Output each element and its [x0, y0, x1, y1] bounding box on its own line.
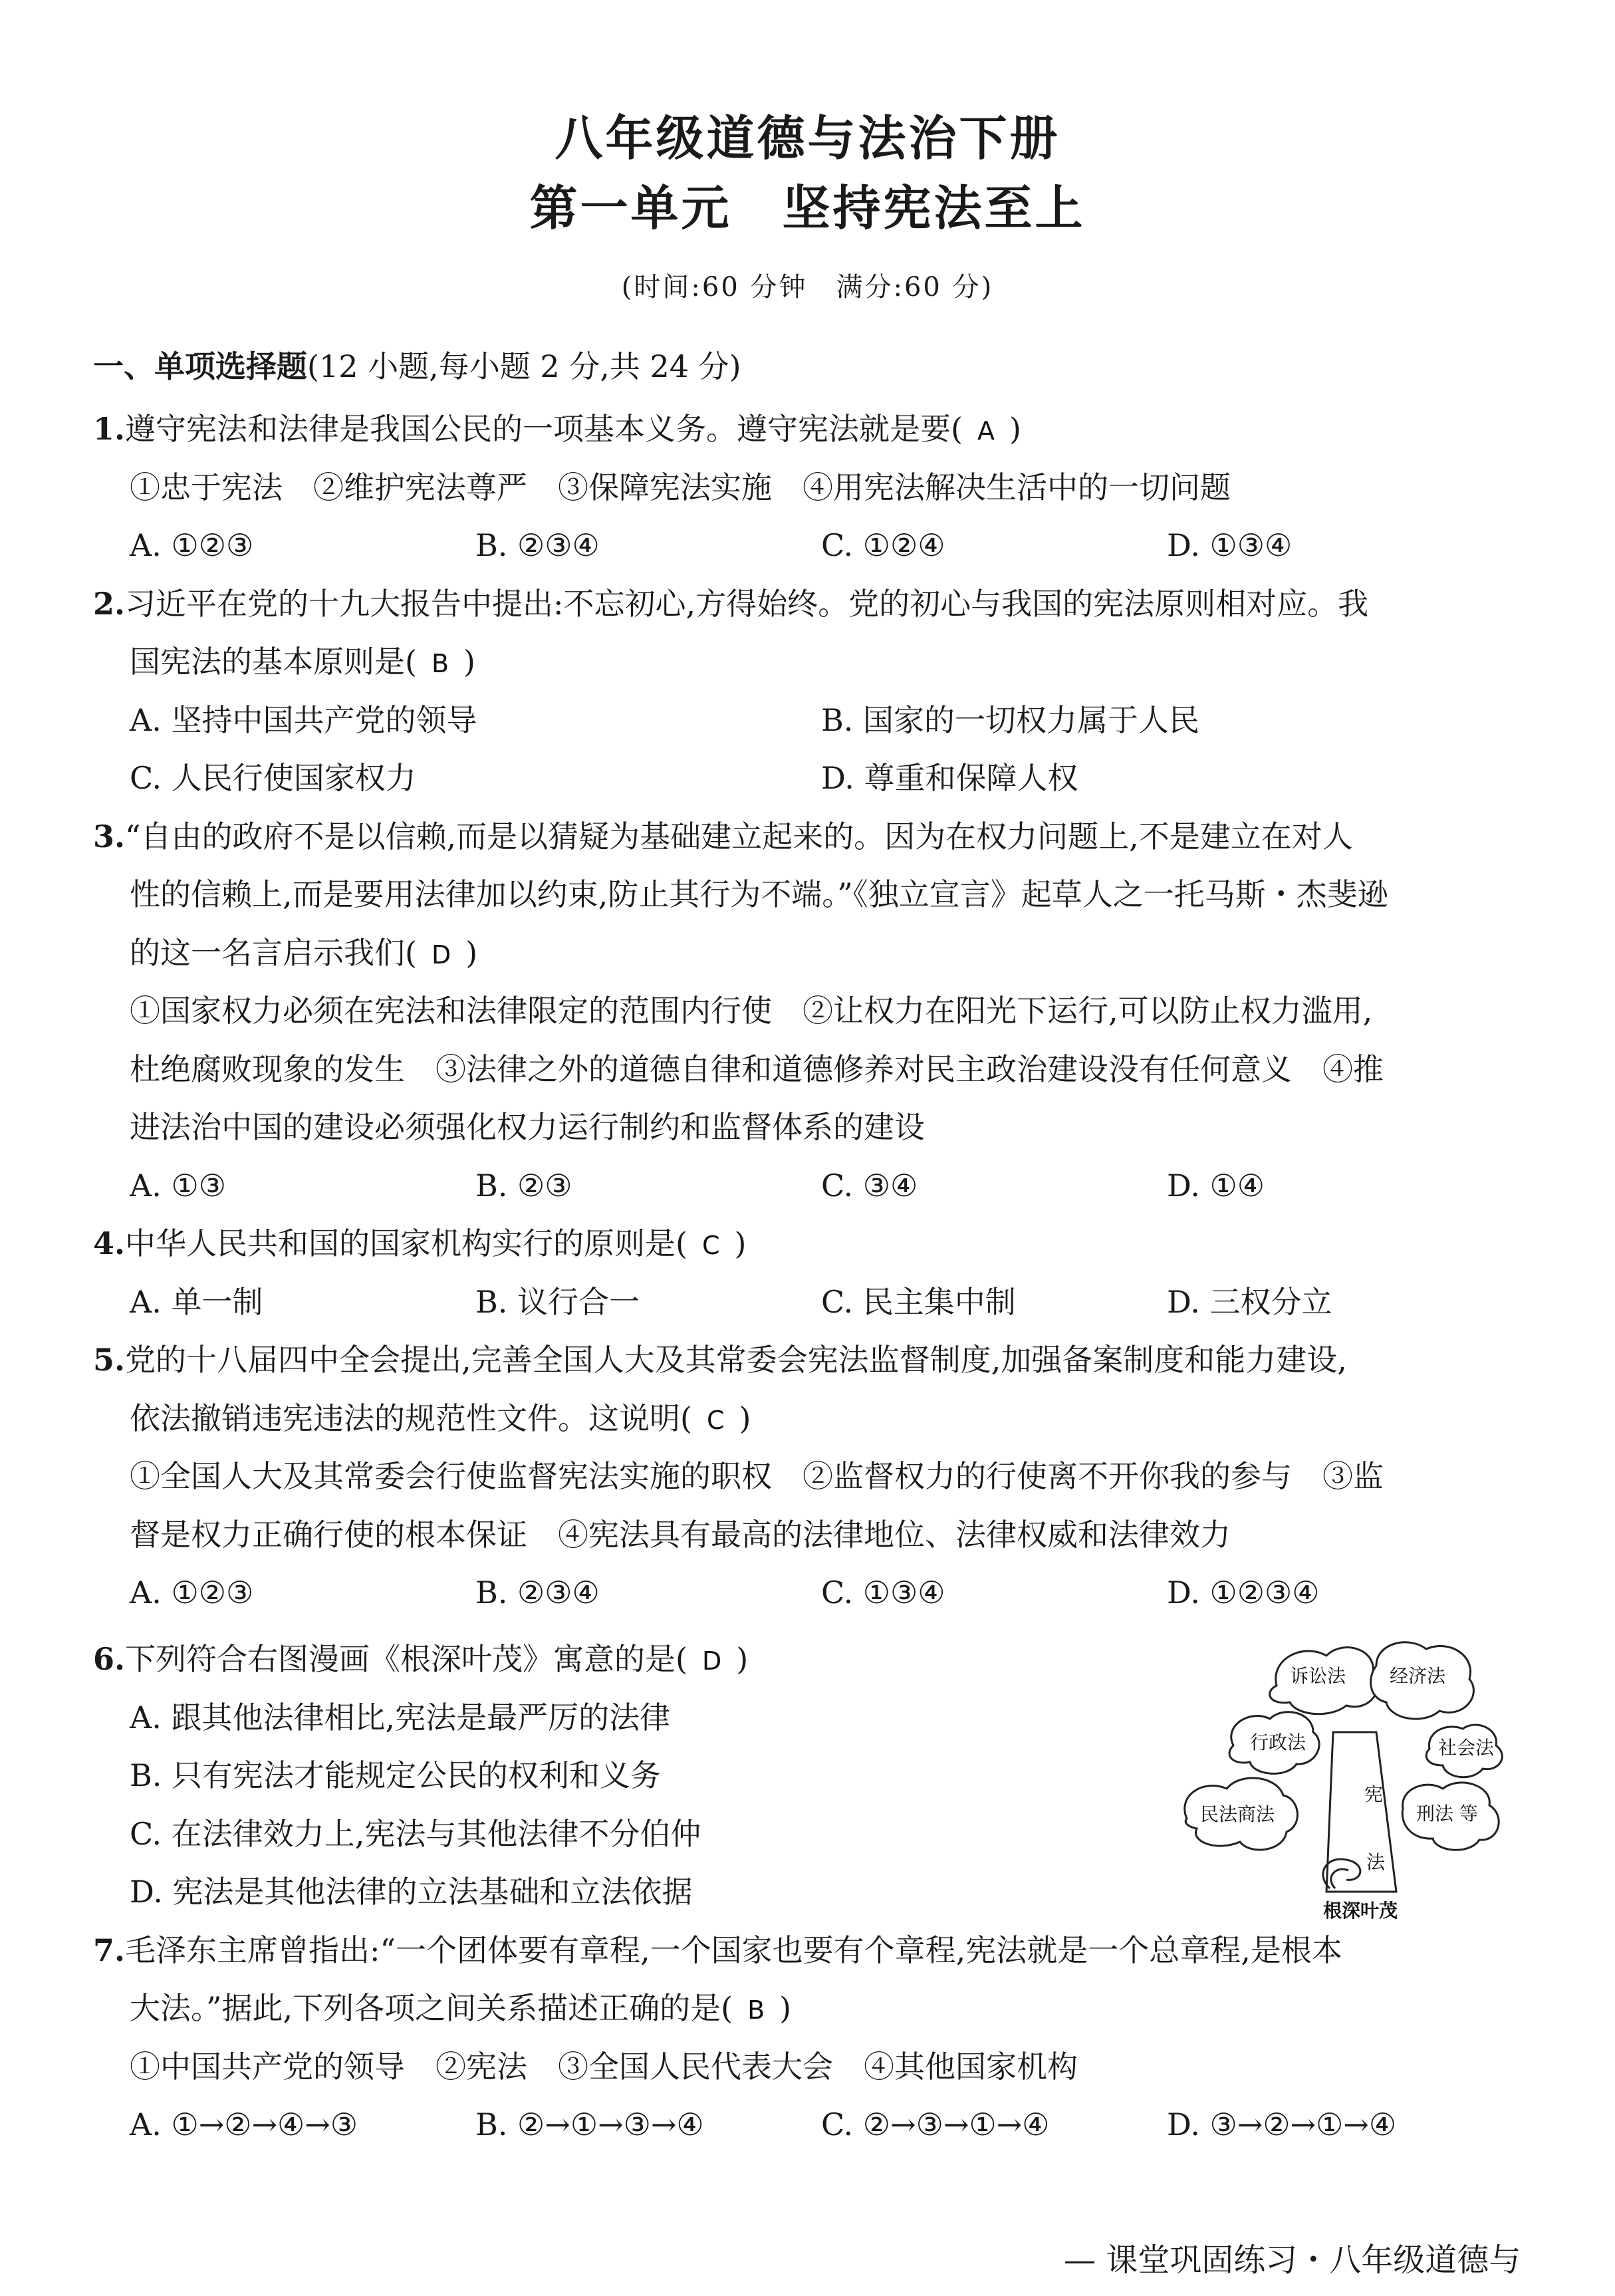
q6-option-c: C. 在法律效力上,宪法与其他法律不分伯仲 [130, 1816, 701, 1852]
q4-option-c: C. 民主集中制 [821, 1284, 1016, 1320]
q2-option-b: B. 国家的一切权力属于人民 [821, 702, 1200, 738]
q7-option-a: A. ①→②→④→③ [130, 2106, 358, 2142]
q7-option-c: C. ②→③→①→④ [821, 2106, 1050, 2142]
label-criminal: 刑法 等 [1416, 1803, 1478, 1825]
q5-option-d: D. ①②③④ [1167, 1575, 1320, 1610]
question-5: 5.党的十八届四中全会提出,完善全国人大及其常委会宪法监督制度,加强备案制度和能力建设, [93, 1342, 1347, 1378]
question-7-cont: 大法。”据此,下列各项之间关系描述正确的是( B ) [130, 1990, 792, 2026]
unit-title: 第一单元 坚持宪法至上 [529, 180, 1086, 236]
answer-5: C [706, 1406, 725, 1435]
question-1: 1.遵守宪法和法律是我国公民的一项基本义务。遵守宪法就是要( A ) [93, 411, 1021, 447]
q6-option-a: A. 跟其他法律相比,宪法是最严厉的法律 [130, 1700, 671, 1735]
question-3-items-1: ①国家权力必须在宪法和法律限定的范围内行使 ②让权力在阳光下运行,可以防止权力滥用, [130, 993, 1373, 1029]
question-2: 2.习近平在党的十九大报告中提出:不忘初心,方得始终。党的初心与我国的宪法原则相对应。我 [93, 586, 1369, 622]
q5-option-c: C. ①③④ [821, 1575, 945, 1610]
label-constitution-1: 宪 [1364, 1783, 1384, 1805]
cartoon-caption: 根深叶茂 [1323, 1900, 1398, 1922]
question-6: 6.下列符合右图漫画《根深叶茂》寓意的是( D ) [93, 1641, 749, 1677]
question-3-line3: 的这一名言启示我们( D ) [130, 935, 478, 971]
answer-3: D [431, 940, 451, 969]
tree-cartoon-svg [1177, 1632, 1536, 1925]
q3-option-d: D. ①④ [1167, 1168, 1265, 1204]
q3-option-a: A. ①③ [130, 1168, 226, 1204]
label-economic: 经济法 [1390, 1665, 1446, 1687]
q5-option-a: A. ①②③ [130, 1575, 254, 1610]
q1-option-d: D. ①③④ [1167, 527, 1293, 563]
question-4: 4.中华人民共和国的国家机构实行的原则是( C ) [93, 1225, 747, 1261]
q1-option-b: B. ②③④ [475, 527, 600, 563]
question-2-cont: 国宪法的基本原则是( B ) [130, 644, 475, 680]
question-7-items: ①中国共产党的领导 ②宪法 ③全国人民代表大会 ④其他国家机构 [130, 2049, 1078, 2085]
question-3-items-2: 杜绝腐败现象的发生 ③法律之外的道德自律和道德修养对民主政治建设没有任何意义 ④推 [130, 1051, 1384, 1087]
tree-cartoon [1177, 1632, 1536, 1925]
page-footer: — 课堂巩固练习・八年级道德与 [1064, 2241, 1521, 2279]
label-administrative: 行政法 [1250, 1731, 1306, 1753]
q6-option-d: D. 宪法是其他法律的立法基础和立法依据 [130, 1874, 693, 1910]
question-5-items-2: 督是权力正确行使的根本保证 ④宪法具有最高的法律地位、法律权威和法律效力 [130, 1517, 1231, 1553]
q1-option-c: C. ①②④ [821, 527, 945, 563]
question-3: 3.“自由的政府不是以信赖,而是以猜疑为基础建立起来的。因为在权力问题上,不是建立在对人 [93, 819, 1353, 854]
question-7: 7.毛泽东主席曾指出:“一个团体要有章程,一个国家也要有个章程,宪法就是一个总章程,是根本 [93, 1932, 1342, 1968]
section-heading [93, 342, 741, 386]
time-info: (时间:60 分钟 满分:60 分) [621, 272, 994, 303]
page-title: 八年级道德与法治下册 [555, 110, 1060, 166]
question-5-cont: 依法撤销违宪违法的规范性文件。这说明( C ) [130, 1400, 751, 1436]
q1-option-a: A. ①②③ [130, 527, 254, 563]
q7-option-b: B. ②→①→③→④ [475, 2106, 704, 2142]
answer-1: A [977, 416, 995, 446]
q3-option-c: C. ③④ [821, 1168, 918, 1204]
q4-option-b: B. 议行合一 [475, 1284, 640, 1320]
tree-trunk [1326, 1732, 1396, 1892]
section-note: (12 小题,每小题 2 分,共 24 分) [307, 348, 741, 384]
question-1-items: ①忠于宪法 ②维护宪法尊严 ③保障宪法实施 ④用宪法解决生活中的一切问题 [130, 469, 1231, 505]
q7-option-d: D. ③→②→①→④ [1167, 2106, 1397, 2142]
answer-6: D [701, 1646, 722, 1676]
q5-option-b: B. ②③④ [475, 1575, 600, 1610]
label-civil-commercial: 民法商法 [1200, 1803, 1275, 1825]
q2-option-a: A. 坚持中国共产党的领导 [130, 702, 477, 738]
label-social: 社会法 [1438, 1737, 1495, 1759]
question-3-line2: 性的信赖上,而是要用法律加以约束,防止其行为不端。”《独立宣言》起草人之一托马斯・杰斐逊 [130, 876, 1388, 912]
q2-option-c: C. 人民行使国家权力 [130, 760, 416, 796]
section-title: 一、单项选择题 [93, 348, 307, 384]
question-3-items-3: 进法治中国的建设必须强化权力运行制约和监督体系的建设 [130, 1109, 925, 1145]
answer-7: B [747, 1995, 765, 2025]
answer-2: B [431, 649, 449, 678]
answer-4: C [701, 1231, 720, 1260]
label-litigation: 诉讼法 [1290, 1665, 1346, 1687]
q3-option-b: B. ②③ [475, 1168, 572, 1204]
q4-option-d: D. 三权分立 [1167, 1284, 1332, 1320]
q2-option-d: D. 尊重和保障人权 [821, 760, 1078, 796]
q4-option-a: A. 单一制 [130, 1284, 263, 1320]
label-constitution-2: 法 [1366, 1851, 1386, 1873]
q6-option-b: B. 只有宪法才能规定公民的权利和义务 [130, 1757, 662, 1793]
question-5-items-1: ①全国人大及其常委会行使监督宪法实施的职权 ②监督权力的行使离不开你我的参与 ③监 [130, 1458, 1384, 1494]
